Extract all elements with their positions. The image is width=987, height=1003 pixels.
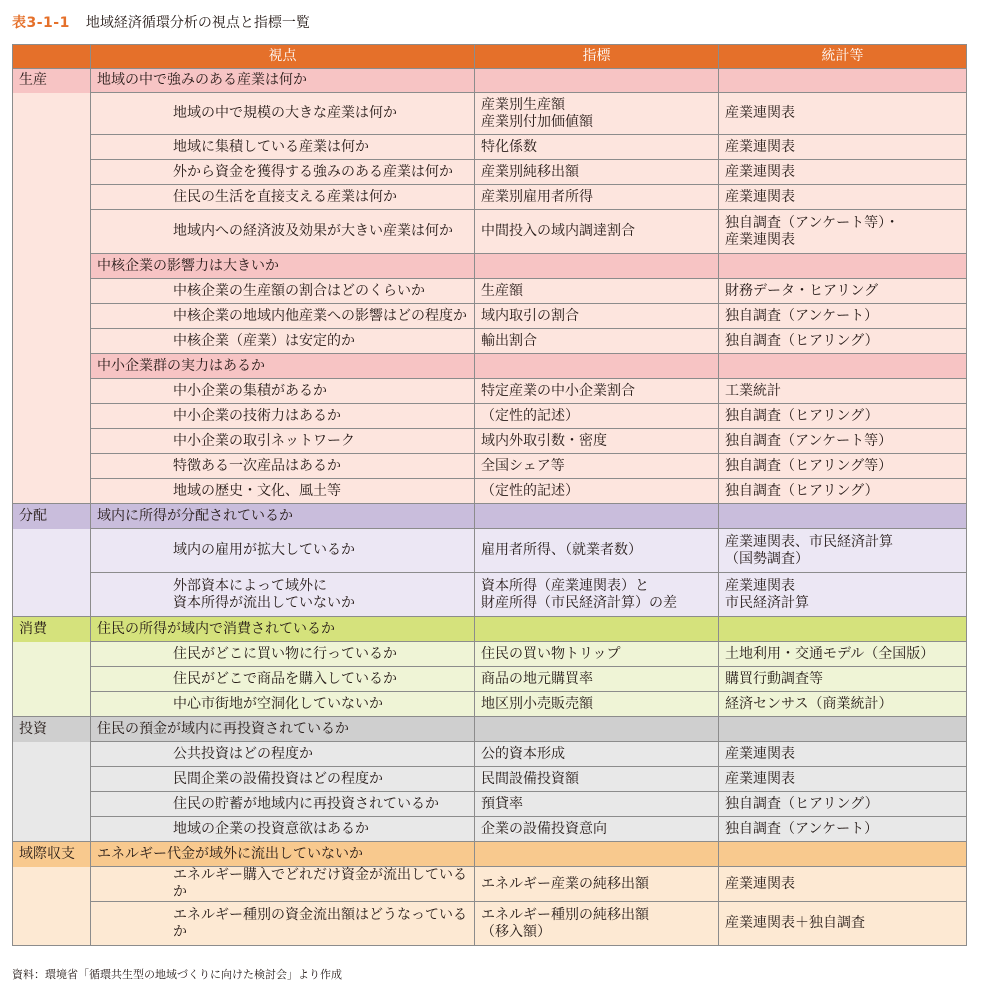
indicator-cell: 中間投入の域内調達割合 bbox=[475, 210, 719, 254]
table-row bbox=[13, 329, 967, 354]
table-subheader-row bbox=[13, 717, 967, 742]
table-row bbox=[13, 279, 967, 304]
viewpoint-cell: 住民の所得が域内で消費されているか bbox=[91, 617, 475, 642]
viewpoint-cell: 外から資金を獲得する強みのある産業は何か bbox=[91, 160, 475, 185]
category-cell: 分配 bbox=[13, 504, 91, 529]
viewpoint-cell: 特徴ある一次産品はあるか bbox=[91, 454, 475, 479]
viewpoint-cell: 地域の中で強みのある産業は何か bbox=[91, 69, 475, 93]
category-cell: 域際収支 bbox=[13, 842, 91, 867]
table-row bbox=[13, 404, 967, 429]
table-body bbox=[13, 69, 967, 946]
table-row bbox=[13, 454, 967, 479]
table-row bbox=[13, 304, 967, 329]
category-cell bbox=[13, 135, 91, 160]
viewpoint-cell: エネルギー代金が域外に流出していないか bbox=[91, 842, 475, 867]
table-subheader-row bbox=[13, 842, 967, 867]
table-row bbox=[13, 867, 967, 902]
indicator-cell bbox=[475, 842, 719, 867]
category-cell bbox=[13, 279, 91, 304]
table-row bbox=[13, 767, 967, 792]
statistics-cell: 経済センサス（商業統計） bbox=[719, 692, 967, 717]
header-category bbox=[13, 45, 91, 69]
statistics-cell: 購買行動調査等 bbox=[719, 667, 967, 692]
category-cell bbox=[13, 792, 91, 817]
table-subheader-row bbox=[13, 617, 967, 642]
table-title: 地域経済循環分析の視点と指標一覧 bbox=[85, 15, 310, 31]
statistics-cell: 土地利用・交通モデル（全国版） bbox=[719, 642, 967, 667]
indicator-cell: 生産額 bbox=[475, 279, 719, 304]
statistics-cell: 独自調査（アンケート） bbox=[719, 817, 967, 842]
header-statistics: 統計等 bbox=[719, 45, 967, 69]
viewpoint-cell: エネルギー購入でどれだけ資金が流出しているか bbox=[91, 867, 475, 902]
indicator-cell: 公的資本形成 bbox=[475, 742, 719, 767]
statistics-cell: 独自調査（ヒアリング） bbox=[719, 329, 967, 354]
category-cell bbox=[13, 454, 91, 479]
indicator-cell: 商品の地元購買率 bbox=[475, 667, 719, 692]
indicator-cell: エネルギー産業の純移出額 bbox=[475, 867, 719, 902]
indicator-cell bbox=[475, 69, 719, 93]
indicator-cell: 資本所得（産業連関表）と 財産所得（市民経済計算）の差 bbox=[475, 573, 719, 617]
viewpoint-cell: 地域に集積している産業は何か bbox=[91, 135, 475, 160]
category-cell bbox=[13, 767, 91, 792]
statistics-cell: 産業連関表 bbox=[719, 742, 967, 767]
table-row bbox=[13, 379, 967, 404]
viewpoint-cell: 地域内への経済波及効果が大きい産業は何か bbox=[91, 210, 475, 254]
header-viewpoint: 視点 bbox=[91, 45, 475, 69]
viewpoint-cell: 中小企業の取引ネットワーク bbox=[91, 429, 475, 454]
category-cell bbox=[13, 354, 91, 379]
indicator-cell: （定性的記述） bbox=[475, 404, 719, 429]
statistics-cell: 財務データ・ヒアリング bbox=[719, 279, 967, 304]
viewpoint-cell: 地域の中で規模の大きな産業は何か bbox=[91, 93, 475, 135]
statistics-cell bbox=[719, 504, 967, 529]
indicator-cell: 全国シェア等 bbox=[475, 454, 719, 479]
table-row bbox=[13, 692, 967, 717]
table-row bbox=[13, 185, 967, 210]
statistics-cell: 産業連関表 市民経済計算 bbox=[719, 573, 967, 617]
indicator-cell: （定性的記述） bbox=[475, 479, 719, 504]
table-row bbox=[13, 792, 967, 817]
category-cell bbox=[13, 429, 91, 454]
category-cell bbox=[13, 160, 91, 185]
indicator-cell bbox=[475, 354, 719, 379]
category-cell bbox=[13, 529, 91, 573]
category-cell bbox=[13, 93, 91, 135]
statistics-cell: 産業連関表 bbox=[719, 767, 967, 792]
viewpoint-cell: 住民の生活を直接支える産業は何か bbox=[91, 185, 475, 210]
table-subheader-row bbox=[13, 69, 967, 93]
statistics-cell bbox=[719, 354, 967, 379]
statistics-cell: 工業統計 bbox=[719, 379, 967, 404]
table-number: 表3-1-1 bbox=[12, 15, 70, 31]
viewpoint-cell: 民間企業の設備投資はどの程度か bbox=[91, 767, 475, 792]
indicator-cell: エネルギー種別の純移出額 （移入額） bbox=[475, 902, 719, 946]
viewpoint-cell: 中核企業（産業）は安定的か bbox=[91, 329, 475, 354]
table-caption bbox=[12, 11, 310, 33]
table-row bbox=[13, 642, 967, 667]
category-cell bbox=[13, 210, 91, 254]
statistics-cell: 独自調査（ヒアリング等） bbox=[719, 454, 967, 479]
viewpoint-cell: 中核企業の地域内他産業への影響はどの程度か bbox=[91, 304, 475, 329]
statistics-cell bbox=[719, 69, 967, 93]
viewpoint-cell: 中小企業の技術力はあるか bbox=[91, 404, 475, 429]
viewpoint-cell: 地域の企業の投資意欲はあるか bbox=[91, 817, 475, 842]
viewpoint-cell: 中核企業の影響力は大きいか bbox=[91, 254, 475, 279]
indicator-cell: 域内取引の割合 bbox=[475, 304, 719, 329]
indicator-cell: 預貸率 bbox=[475, 792, 719, 817]
source-note: 資料：環境省「循環共生型の地域づくりに向けた検討会」より作成 bbox=[12, 968, 342, 981]
table-row bbox=[13, 135, 967, 160]
category-cell bbox=[13, 379, 91, 404]
category-cell bbox=[13, 573, 91, 617]
viewpoint-cell: 住民がどこに買い物に行っているか bbox=[91, 642, 475, 667]
indicator-cell: 産業別生産額 産業別付加価値額 bbox=[475, 93, 719, 135]
statistics-cell: 独自調査（アンケート等） bbox=[719, 429, 967, 454]
header-indicator: 指標 bbox=[475, 45, 719, 69]
table-row bbox=[13, 817, 967, 842]
category-cell bbox=[13, 692, 91, 717]
statistics-cell: 独自調査（アンケート） bbox=[719, 304, 967, 329]
indicator-cell bbox=[475, 617, 719, 642]
viewpoint-cell: エネルギー種別の資金流出額はどうなっているか bbox=[91, 902, 475, 946]
viewpoint-cell: 域内の雇用が拡大しているか bbox=[91, 529, 475, 573]
category-cell bbox=[13, 867, 91, 902]
statistics-cell: 独自調査（ヒアリング） bbox=[719, 404, 967, 429]
indicator-cell: 民間設備投資額 bbox=[475, 767, 719, 792]
indicator-cell: 雇用者所得、（就業者数） bbox=[475, 529, 719, 573]
statistics-cell: 独自調査（ヒアリング） bbox=[719, 479, 967, 504]
viewpoint-cell: 中核企業の生産額の割合はどのくらいか bbox=[91, 279, 475, 304]
category-cell bbox=[13, 254, 91, 279]
viewpoint-cell: 中心市街地が空洞化していないか bbox=[91, 692, 475, 717]
table-subheader-row bbox=[13, 354, 967, 379]
table-row bbox=[13, 429, 967, 454]
category-cell bbox=[13, 817, 91, 842]
category-cell bbox=[13, 304, 91, 329]
category-cell bbox=[13, 185, 91, 210]
indicator-cell: 住民の買い物トリップ bbox=[475, 642, 719, 667]
table-row bbox=[13, 529, 967, 573]
statistics-cell: 産業連関表＋独自調査 bbox=[719, 902, 967, 946]
statistics-cell: 産業連関表 bbox=[719, 185, 967, 210]
table-row bbox=[13, 210, 967, 254]
indicator-cell: 企業の設備投資意向 bbox=[475, 817, 719, 842]
statistics-cell: 産業連関表 bbox=[719, 160, 967, 185]
category-cell bbox=[13, 404, 91, 429]
table-row bbox=[13, 479, 967, 504]
viewpoint-cell: 住民の預金が域内に再投資されているか bbox=[91, 717, 475, 742]
viewpoint-cell: 中小企業群の実力はあるか bbox=[91, 354, 475, 379]
viewpoint-cell: 地域の歴史・文化、風土等 bbox=[91, 479, 475, 504]
viewpoint-cell: 住民がどこで商品を購入しているか bbox=[91, 667, 475, 692]
indicator-cell bbox=[475, 504, 719, 529]
indicator-cell: 特定産業の中小企業割合 bbox=[475, 379, 719, 404]
statistics-cell bbox=[719, 617, 967, 642]
table-row bbox=[13, 573, 967, 617]
table-subheader-row bbox=[13, 254, 967, 279]
statistics-cell: 独自調査（ヒアリング） bbox=[719, 792, 967, 817]
table-row bbox=[13, 93, 967, 135]
statistics-cell: 産業連関表 bbox=[719, 867, 967, 902]
indicator-cell: 地区別小売販売額 bbox=[475, 692, 719, 717]
indicator-cell bbox=[475, 717, 719, 742]
header-row bbox=[13, 45, 967, 69]
category-cell: 投資 bbox=[13, 717, 91, 742]
statistics-cell bbox=[719, 842, 967, 867]
category-cell bbox=[13, 479, 91, 504]
indicator-cell bbox=[475, 254, 719, 279]
viewpoint-cell: 住民の貯蓄が地域内に再投資されているか bbox=[91, 792, 475, 817]
statistics-cell: 産業連関表 bbox=[719, 93, 967, 135]
table-row bbox=[13, 902, 967, 946]
viewpoint-cell: 外部資本によって域外に 資本所得が流出していないか bbox=[91, 573, 475, 617]
statistics-cell: 産業連関表、市民経済計算 （国勢調査） bbox=[719, 529, 967, 573]
statistics-cell: 独自調査（アンケート等）・ 産業連関表 bbox=[719, 210, 967, 254]
category-cell bbox=[13, 902, 91, 946]
statistics-cell: 産業連関表 bbox=[719, 135, 967, 160]
table-row bbox=[13, 742, 967, 767]
statistics-cell bbox=[719, 254, 967, 279]
table-subheader-row bbox=[13, 504, 967, 529]
statistics-cell bbox=[719, 717, 967, 742]
indicator-cell: 産業別純移出額 bbox=[475, 160, 719, 185]
category-cell bbox=[13, 329, 91, 354]
table-row bbox=[13, 667, 967, 692]
category-cell: 生産 bbox=[13, 69, 91, 93]
indicator-cell: 域内外取引数・密度 bbox=[475, 429, 719, 454]
category-cell bbox=[13, 642, 91, 667]
viewpoint-cell: 公共投資はどの程度か bbox=[91, 742, 475, 767]
category-cell bbox=[13, 742, 91, 767]
table-row bbox=[13, 160, 967, 185]
viewpoint-cell: 域内に所得が分配されているか bbox=[91, 504, 475, 529]
viewpoint-cell: 中小企業の集積があるか bbox=[91, 379, 475, 404]
indicator-cell: 特化係数 bbox=[475, 135, 719, 160]
indicator-table bbox=[12, 44, 967, 946]
category-cell: 消費 bbox=[13, 617, 91, 642]
indicator-cell: 輸出割合 bbox=[475, 329, 719, 354]
category-cell bbox=[13, 667, 91, 692]
indicator-cell: 産業別雇用者所得 bbox=[475, 185, 719, 210]
